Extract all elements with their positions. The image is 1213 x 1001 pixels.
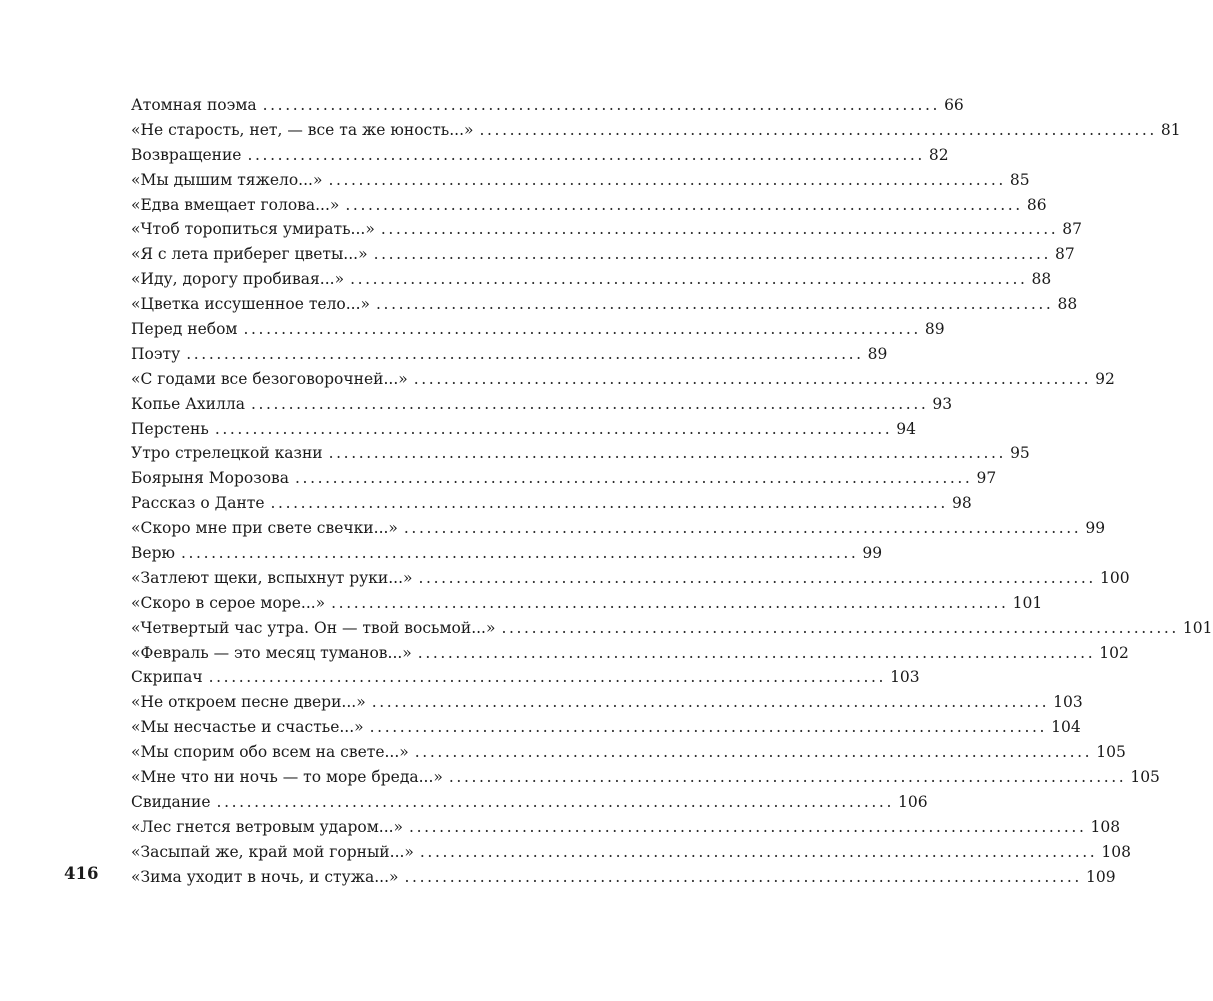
toc-entry [131, 242, 1075, 267]
toc-entry [131, 765, 1160, 790]
toc-entry-title: Боярыня Морозова [131, 469, 290, 488]
toc-entry-title: «Мы дышим тяжело...» [131, 170, 323, 189]
toc-entry-page: 89 [867, 344, 888, 363]
toc-entry-title: Возвращение [131, 145, 242, 164]
dot-leader: .......................................................................................... [186, 344, 864, 363]
toc-entry [131, 516, 1106, 541]
toc-entry-page: 92 [1095, 369, 1115, 388]
toc-entry-title: Утро стрелецкой казни [131, 444, 323, 463]
toc-entry-page: 101 [1182, 618, 1213, 637]
toc-entry-page: 82 [928, 145, 949, 164]
toc-entry-page: 109 [1085, 867, 1116, 886]
toc-entry [131, 541, 883, 566]
toc-entry-title: Поэту [131, 344, 181, 363]
toc-entry-page: 81 [1160, 120, 1181, 139]
dot-leader: .......................................................................................... [295, 469, 973, 488]
dot-leader: .......................................................................................... [216, 792, 894, 811]
toc-entry-page: 105 [1096, 743, 1126, 762]
toc-entry-page: 106 [897, 792, 928, 811]
toc-entry-title: «Едва вмещает голова...» [131, 195, 340, 214]
toc-entry [131, 690, 1083, 715]
dot-leader: .......................................................................................... [380, 220, 1059, 239]
dot-leader: .......................................................................................... [208, 668, 887, 687]
toc-entry-page: 101 [1012, 593, 1043, 612]
toc-entry-title: «Зима уходит в ночь, и стужа...» [131, 867, 399, 886]
toc-entry-title: Скрипач [131, 668, 203, 687]
toc-entry-page: 108 [1101, 842, 1131, 861]
toc-entry-page: 104 [1051, 718, 1081, 737]
toc-entry-title: «Цветка иссушенное тело...» [131, 295, 371, 314]
toc-entry [131, 491, 972, 516]
toc-entry-title: Верю [131, 544, 175, 563]
toc-entry-title: Свидание [131, 792, 211, 811]
toc-entry [131, 616, 1213, 641]
toc-entry-page: 87 [1055, 245, 1075, 264]
dot-leader: .......................................................................................... [414, 743, 1093, 762]
toc-entry-page: 66 [944, 96, 964, 114]
toc-entry [131, 815, 1121, 840]
dot-leader: .......................................................................................... [403, 519, 1082, 538]
dot-leader: .......................................................................................... [419, 842, 1098, 861]
toc-entry [131, 292, 1078, 317]
toc-entry-title: «Иду, дорогу пробивая...» [131, 270, 345, 289]
toc-entry-title: «Я с лета приберег цветы...» [131, 245, 368, 264]
toc-entry-page: 98 [951, 494, 972, 513]
dot-leader: .......................................................................................... [350, 270, 1028, 289]
dot-leader: .......................................................................................... [180, 544, 859, 563]
toc-entry [131, 441, 1030, 466]
toc-entry [131, 665, 920, 690]
dot-leader: .......................................................................................... [479, 120, 1157, 139]
toc-entry [131, 342, 888, 367]
toc-entry-page: 103 [890, 668, 920, 687]
toc-entry-page: 99 [1085, 519, 1106, 538]
dot-leader: .......................................................................................... [247, 145, 925, 164]
toc-entry-title: «Не старость, нет, — все та же юность...» [131, 120, 474, 139]
dot-leader: .......................................................................................... [418, 568, 1096, 587]
dot-leader: .......................................................................................... [376, 295, 1054, 314]
toc-entry-title: «Скоро в серое море...» [131, 593, 326, 612]
dot-leader: .......................................................................................... [243, 320, 921, 339]
dot-leader: .......................................................................................... [328, 444, 1007, 463]
toc-entry-title: «Мы спорим обо всем на свете...» [131, 743, 409, 762]
toc-entry [131, 392, 953, 417]
toc-entry-page: 94 [896, 419, 916, 438]
toc-entry [131, 740, 1126, 765]
toc-entry [131, 790, 928, 815]
toc-entry [131, 417, 916, 442]
toc-entry-page: 102 [1099, 643, 1129, 662]
toc-entry [131, 566, 1130, 591]
toc-entry-title: «Мне что ни ночь — то море бреда...» [131, 768, 443, 787]
dot-leader: .......................................................................................... [409, 817, 1087, 836]
toc-entry-title: Атомная поэма [131, 96, 257, 114]
dot-leader: .......................................................................................... [371, 693, 1050, 712]
toc-entry-title: «С годами все безоговорочней...» [131, 369, 408, 388]
dot-leader: .......................................................................................... [331, 593, 1009, 612]
dot-leader: .......................................................................................... [328, 170, 1006, 189]
toc-entry [131, 715, 1081, 740]
toc-entry [131, 217, 1082, 242]
dot-leader: .......................................................................................... [501, 618, 1179, 637]
toc-entry-title: «Чтоб торопиться умирать...» [131, 220, 375, 239]
dot-leader: .......................................................................................... [250, 394, 929, 413]
toc-entry-title: «Февраль — это месяц туманов...» [131, 643, 412, 662]
toc-entry-title: Перстень [131, 419, 209, 438]
toc-entry-page: 108 [1090, 817, 1121, 836]
toc-entry [131, 168, 1030, 193]
toc-entry-page: 93 [932, 394, 953, 413]
toc-entry-title: Копье Ахилла [131, 394, 245, 413]
dot-leader: .......................................................................................... [369, 718, 1048, 737]
toc-entry-page: 103 [1053, 693, 1083, 712]
toc-entry [131, 193, 1047, 218]
toc-entry [131, 466, 997, 491]
toc-entry-title: «Засыпай же, край мой горный...» [131, 842, 414, 861]
toc-entry-page: 85 [1009, 170, 1030, 189]
toc-entry [131, 865, 1116, 890]
dot-leader: .......................................................................................... [448, 768, 1127, 787]
dot-leader: .......................................................................................... [417, 643, 1096, 662]
toc-entry-page: 105 [1130, 768, 1160, 787]
toc-entry-title: Перед небом [131, 320, 238, 339]
dot-leader: .......................................................................................... [270, 494, 948, 513]
table-of-contents [131, 93, 1213, 890]
toc-entry [131, 317, 945, 342]
dot-leader: .......................................................................................... [262, 96, 941, 114]
toc-entry [131, 143, 949, 168]
toc-entry-page: 99 [862, 544, 883, 563]
toc-entry-title: «Затлеют щеки, вспыхнут руки...» [131, 568, 413, 587]
toc-entry-title: «Не откроем песне двери...» [131, 693, 366, 712]
toc-entry-title: «Мы несчастье и счастье...» [131, 718, 364, 737]
toc-entry-page: 100 [1099, 568, 1130, 587]
toc-entry [131, 840, 1131, 865]
toc-entry-page: 87 [1062, 220, 1082, 239]
dot-leader: .......................................................................................... [404, 867, 1082, 886]
dot-leader: .......................................................................................... [413, 369, 1092, 388]
toc-entry [131, 641, 1129, 666]
dot-leader: .......................................................................................... [345, 195, 1023, 214]
toc-entry [131, 267, 1052, 292]
toc-entry-title: «Лес гнется ветровым ударом...» [131, 817, 404, 836]
page-number: 416 [64, 864, 99, 883]
toc-entry-page: 89 [924, 320, 945, 339]
toc-entry [131, 591, 1043, 616]
toc-entry-page: 97 [976, 469, 997, 488]
toc-entry-page: 95 [1010, 444, 1030, 463]
toc-entry [131, 118, 1181, 143]
dot-leader: .......................................................................................... [373, 245, 1052, 264]
toc-entry-title: Рассказ о Данте [131, 494, 265, 513]
toc-entry-page: 86 [1026, 195, 1047, 214]
dot-leader: .......................................................................................... [214, 419, 893, 438]
toc-entry [131, 367, 1115, 392]
toc-entry-title: «Скоро мне при свете свечки...» [131, 519, 398, 538]
toc-entry-title: «Четвертый час утра. Он — твой восьмой...» [131, 618, 496, 637]
toc-entry [131, 93, 964, 118]
toc-entry-page: 88 [1057, 295, 1078, 314]
toc-entry-page: 88 [1031, 270, 1052, 289]
